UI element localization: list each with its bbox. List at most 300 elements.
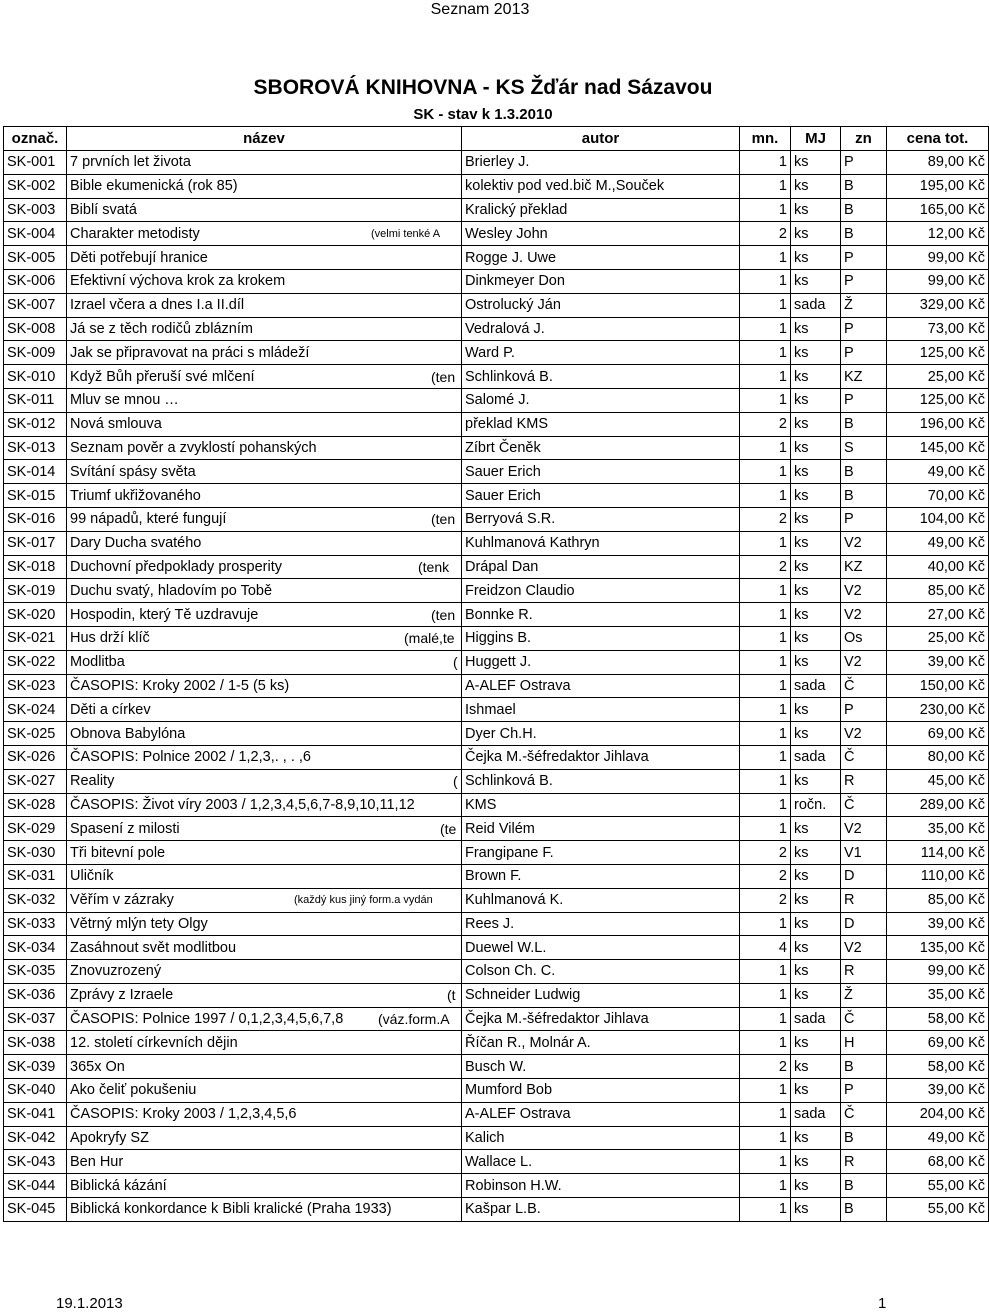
item-title-cell	[67, 1055, 462, 1079]
item-quantity: 1	[740, 745, 791, 769]
item-quantity: 2	[740, 555, 791, 579]
item-title-cell	[67, 317, 462, 341]
item-title: Tři bitevní pole	[70, 844, 166, 861]
item-zn: R	[841, 888, 887, 912]
item-code: SK-039	[4, 1055, 67, 1079]
item-unit: sada	[791, 674, 841, 698]
column-header-author: autor	[462, 127, 740, 151]
item-code: SK-017	[4, 531, 67, 555]
item-code: SK-028	[4, 793, 67, 817]
item-price: 85,00 Kč	[887, 579, 989, 603]
item-quantity: 1	[740, 174, 791, 198]
item-title-cell	[67, 222, 462, 246]
item-zn: B	[841, 484, 887, 508]
item-quantity: 1	[740, 531, 791, 555]
item-note: (každý kus jiný form.a vydán	[294, 894, 433, 907]
item-author: překlad KMS	[462, 412, 740, 436]
item-unit: ks	[791, 769, 841, 793]
item-code: SK-038	[4, 1031, 67, 1055]
item-code: SK-002	[4, 174, 67, 198]
item-quantity: 1	[740, 269, 791, 293]
item-author: Schlinková B.	[462, 365, 740, 389]
item-title-cell	[67, 1031, 462, 1055]
item-title: 365x On	[70, 1058, 125, 1075]
item-title: Když Bůh přeruší své mlčení	[70, 368, 255, 385]
item-quantity: 1	[740, 246, 791, 270]
table-row	[4, 912, 989, 936]
item-price: 110,00 Kč	[887, 864, 989, 888]
item-zn: Č	[841, 1102, 887, 1126]
item-code: SK-032	[4, 888, 67, 912]
item-title-cell	[67, 555, 462, 579]
item-author: Kuhlmanová Kathryn	[462, 531, 740, 555]
item-price: 85,00 Kč	[887, 888, 989, 912]
item-zn: Ž	[841, 293, 887, 317]
item-title-cell	[67, 412, 462, 436]
item-quantity: 1	[740, 912, 791, 936]
table-row	[4, 531, 989, 555]
page-header: Seznam 2013	[430, 1, 530, 18]
item-title-cell	[67, 1150, 462, 1174]
item-price: 125,00 Kč	[887, 388, 989, 412]
item-zn: V2	[841, 817, 887, 841]
item-quantity: 1	[740, 1102, 791, 1126]
item-zn: B	[841, 412, 887, 436]
item-price: 35,00 Kč	[887, 817, 989, 841]
item-title-cell	[67, 1102, 462, 1126]
document-subtitle: SK - stav k 1.3.2010	[413, 106, 553, 123]
item-price: 55,00 Kč	[887, 1174, 989, 1198]
item-title-cell	[67, 888, 462, 912]
item-title: Ako čeliť pokušeniu	[70, 1082, 197, 1099]
item-title: Seznam pověr a zvyklostí pohanských	[70, 439, 317, 456]
item-title: ČASOPIS: Kroky 2003 / 1,2,3,4,5,6	[70, 1106, 297, 1123]
table-row	[4, 579, 989, 603]
item-title: Já se z těch rodičů zblázním	[70, 320, 253, 337]
table-row	[4, 1198, 989, 1222]
item-quantity: 1	[740, 436, 791, 460]
item-unit: ks	[791, 1198, 841, 1222]
item-quantity: 1	[740, 674, 791, 698]
item-price: 289,00 Kč	[887, 793, 989, 817]
table-row	[4, 460, 989, 484]
item-quantity: 1	[740, 650, 791, 674]
item-price: 150,00 Kč	[887, 674, 989, 698]
item-author: Dyer Ch.H.	[462, 722, 740, 746]
item-price: 58,00 Kč	[887, 1007, 989, 1031]
item-unit: ks	[791, 650, 841, 674]
table-row	[4, 769, 989, 793]
item-code: SK-023	[4, 674, 67, 698]
item-unit: ročn.	[791, 793, 841, 817]
item-code: SK-021	[4, 626, 67, 650]
item-quantity: 1	[740, 317, 791, 341]
item-price: 25,00 Kč	[887, 626, 989, 650]
table-row	[4, 1055, 989, 1079]
item-author: KMS	[462, 793, 740, 817]
item-code: SK-031	[4, 864, 67, 888]
item-quantity: 1	[740, 1126, 791, 1150]
item-price: 196,00 Kč	[887, 412, 989, 436]
item-author: Kralický překlad	[462, 198, 740, 222]
item-quantity: 2	[740, 412, 791, 436]
item-title-cell	[67, 960, 462, 984]
item-title-cell	[67, 1174, 462, 1198]
item-title: Nová smlouva	[70, 416, 162, 433]
item-author: Dinkmeyer Don	[462, 269, 740, 293]
item-author: Drápal Dan	[462, 555, 740, 579]
table-row	[4, 365, 989, 389]
item-author: Berryová S.R.	[462, 507, 740, 531]
item-title: Izrael včera a dnes I.a II.díl	[70, 297, 245, 314]
item-author: Busch W.	[462, 1055, 740, 1079]
item-title: 7 prvních let života	[70, 154, 191, 171]
item-price: 49,00 Kč	[887, 531, 989, 555]
item-title: Dary Ducha svatého	[70, 535, 202, 552]
item-unit: ks	[791, 269, 841, 293]
table-row	[4, 817, 989, 841]
item-zn: V2	[841, 531, 887, 555]
item-zn: Č	[841, 745, 887, 769]
item-zn: Ž	[841, 983, 887, 1007]
item-price: 99,00 Kč	[887, 246, 989, 270]
item-price: 45,00 Kč	[887, 769, 989, 793]
item-price: 25,00 Kč	[887, 365, 989, 389]
item-code: SK-008	[4, 317, 67, 341]
column-header-unit: MJ	[791, 127, 841, 151]
item-author: Frangipane F.	[462, 841, 740, 865]
item-title-cell	[67, 174, 462, 198]
item-code: SK-016	[4, 507, 67, 531]
item-price: 195,00 Kč	[887, 174, 989, 198]
item-quantity: 2	[740, 864, 791, 888]
item-price: 68,00 Kč	[887, 1150, 989, 1174]
item-author: Reid Vilém	[462, 817, 740, 841]
item-unit: ks	[791, 555, 841, 579]
table-row	[4, 698, 989, 722]
item-unit: ks	[791, 174, 841, 198]
item-code: SK-022	[4, 650, 67, 674]
item-unit: ks	[791, 1150, 841, 1174]
table-row	[4, 246, 989, 270]
table-row	[4, 269, 989, 293]
table-row	[4, 1031, 989, 1055]
item-unit: ks	[791, 531, 841, 555]
item-unit: ks	[791, 1174, 841, 1198]
item-zn: R	[841, 1150, 887, 1174]
item-code: SK-040	[4, 1079, 67, 1103]
item-author: Kalich	[462, 1126, 740, 1150]
item-title-cell	[67, 151, 462, 175]
table-row	[4, 555, 989, 579]
item-title-cell	[67, 436, 462, 460]
item-price: 39,00 Kč	[887, 912, 989, 936]
item-zn: Č	[841, 1007, 887, 1031]
item-unit: ks	[791, 507, 841, 531]
item-code: SK-004	[4, 222, 67, 246]
item-zn: V2	[841, 722, 887, 746]
item-title-cell	[67, 507, 462, 531]
item-quantity: 1	[740, 460, 791, 484]
item-quantity: 2	[740, 222, 791, 246]
item-title-cell	[67, 864, 462, 888]
item-title: Hospodin, který Tě uzdravuje	[70, 606, 259, 623]
table-row	[4, 198, 989, 222]
table-row	[4, 317, 989, 341]
item-quantity: 1	[740, 793, 791, 817]
item-price: 99,00 Kč	[887, 960, 989, 984]
item-price: 12,00 Kč	[887, 222, 989, 246]
item-title: Děti a církev	[70, 701, 151, 718]
item-title-cell	[67, 722, 462, 746]
item-title-cell	[67, 983, 462, 1007]
document-title: SBOROVÁ KNIHOVNA - KS Žďár nad Sázavou	[253, 76, 713, 99]
table-header-row	[4, 127, 989, 151]
item-code: SK-011	[4, 388, 67, 412]
item-title: Biblí svatá	[70, 201, 137, 218]
table-row	[4, 960, 989, 984]
item-title: Znovuzrozený	[70, 963, 162, 980]
item-title: Triumf ukřižovaného	[70, 487, 201, 504]
item-author: Huggett J.	[462, 650, 740, 674]
table-body	[4, 151, 989, 1222]
item-unit: ks	[791, 626, 841, 650]
item-author: Čejka M.-šéfredaktor Jihlava	[462, 745, 740, 769]
table-row	[4, 793, 989, 817]
item-code: SK-042	[4, 1126, 67, 1150]
item-code: SK-029	[4, 817, 67, 841]
item-note: (malé,te	[404, 630, 455, 647]
item-author: Brierley J.	[462, 151, 740, 175]
item-price: 89,00 Kč	[887, 151, 989, 175]
item-unit: ks	[791, 317, 841, 341]
table-row	[4, 1174, 989, 1198]
item-code: SK-001	[4, 151, 67, 175]
item-price: 49,00 Kč	[887, 460, 989, 484]
item-author: Ishmael	[462, 698, 740, 722]
item-price: 230,00 Kč	[887, 698, 989, 722]
item-author: Bonnke R.	[462, 603, 740, 627]
item-zn: B	[841, 174, 887, 198]
item-unit: ks	[791, 936, 841, 960]
item-title: ČASOPIS: Kroky 2002 / 1-5 (5 ks)	[70, 677, 290, 694]
column-header-code: označ.	[4, 127, 67, 151]
item-author: Rogge J. Uwe	[462, 246, 740, 270]
item-author: Higgins B.	[462, 626, 740, 650]
item-author: Kašpar L.B.	[462, 1198, 740, 1222]
item-title: 12. století církevních dějin	[70, 1034, 238, 1051]
item-title: Efektivní výchova krok za krokem	[70, 273, 286, 290]
item-note: (ten	[431, 511, 456, 528]
item-quantity: 1	[740, 960, 791, 984]
item-title-cell	[67, 817, 462, 841]
item-code: SK-043	[4, 1150, 67, 1174]
item-unit: sada	[791, 1102, 841, 1126]
item-code: SK-015	[4, 484, 67, 508]
item-title-cell	[67, 603, 462, 627]
item-title-cell	[67, 531, 462, 555]
item-title: Děti potřebují hranice	[70, 249, 208, 266]
item-quantity: 1	[740, 1198, 791, 1222]
item-author: Schlinková B.	[462, 769, 740, 793]
item-title: ČASOPIS: Polnice 1997 / 0,1,2,3,4,5,6,7,8	[70, 1011, 344, 1028]
item-title-cell	[67, 936, 462, 960]
item-unit: ks	[791, 388, 841, 412]
item-code: SK-024	[4, 698, 67, 722]
item-author: kolektiv pod ved.bič M.,Souček	[462, 174, 740, 198]
item-code: SK-005	[4, 246, 67, 270]
item-title-cell	[67, 269, 462, 293]
item-unit: ks	[791, 436, 841, 460]
item-zn: P	[841, 151, 887, 175]
item-zn: P	[841, 269, 887, 293]
item-price: 165,00 Kč	[887, 198, 989, 222]
item-unit: sada	[791, 293, 841, 317]
table-row	[4, 151, 989, 175]
item-title: Ben Hur	[70, 1153, 124, 1170]
item-quantity: 1	[740, 603, 791, 627]
column-header-zn: zn	[841, 127, 887, 151]
item-title: Věřím v zázraky	[70, 892, 174, 909]
item-zn: Os	[841, 626, 887, 650]
item-unit: ks	[791, 365, 841, 389]
item-quantity: 1	[740, 817, 791, 841]
item-title: Reality	[70, 773, 115, 790]
item-code: SK-009	[4, 341, 67, 365]
table-row	[4, 484, 989, 508]
item-zn: KZ	[841, 555, 887, 579]
item-price: 329,00 Kč	[887, 293, 989, 317]
item-unit: ks	[791, 841, 841, 865]
item-zn: S	[841, 436, 887, 460]
item-title: 99 nápadů, které fungují	[70, 511, 227, 528]
item-title-cell	[67, 198, 462, 222]
table-row	[4, 841, 989, 865]
item-unit: ks	[791, 698, 841, 722]
item-unit: ks	[791, 983, 841, 1007]
table-row	[4, 626, 989, 650]
item-price: 125,00 Kč	[887, 341, 989, 365]
item-quantity: 1	[740, 1079, 791, 1103]
item-author: Robinson H.W.	[462, 1174, 740, 1198]
item-title-cell	[67, 841, 462, 865]
item-price: 204,00 Kč	[887, 1102, 989, 1126]
item-title: Biblická kázání	[70, 1177, 167, 1194]
item-author: Vedralová J.	[462, 317, 740, 341]
item-title: Větrný mlýn tety Olgy	[70, 915, 208, 932]
item-quantity: 1	[740, 698, 791, 722]
table-row	[4, 722, 989, 746]
item-title: Uličník	[70, 868, 114, 885]
table-row	[4, 341, 989, 365]
item-code: SK-030	[4, 841, 67, 865]
item-author: Kuhlmanová K.	[462, 888, 740, 912]
item-author: Ostrolucký Ján	[462, 293, 740, 317]
item-zn: B	[841, 1174, 887, 1198]
item-zn: P	[841, 698, 887, 722]
table-row	[4, 745, 989, 769]
item-title: ČASOPIS: Život víry 2003 / 1,2,3,4,5,6,7-8,9,10,11,12	[70, 796, 415, 813]
item-title: Duchu svatý, hladovím po Tobě	[70, 582, 273, 599]
item-unit: ks	[791, 1031, 841, 1055]
item-title-cell	[67, 293, 462, 317]
item-zn: V1	[841, 841, 887, 865]
item-unit: sada	[791, 745, 841, 769]
item-title: Svítání spásy světa	[70, 463, 196, 480]
item-title-cell	[67, 388, 462, 412]
item-code: SK-027	[4, 769, 67, 793]
item-quantity: 2	[740, 507, 791, 531]
footer-page-number: 1	[878, 1295, 887, 1312]
item-unit: ks	[791, 888, 841, 912]
table-row	[4, 1126, 989, 1150]
item-zn: B	[841, 1198, 887, 1222]
item-zn: KZ	[841, 365, 887, 389]
item-code: SK-010	[4, 365, 67, 389]
table-row	[4, 507, 989, 531]
item-note: (tenk	[418, 558, 450, 575]
item-price: 39,00 Kč	[887, 1079, 989, 1103]
item-title: Jak se připravovat na práci s mládeží	[70, 344, 310, 361]
item-code: SK-045	[4, 1198, 67, 1222]
item-code: SK-020	[4, 603, 67, 627]
item-price: 99,00 Kč	[887, 269, 989, 293]
item-quantity: 2	[740, 841, 791, 865]
item-author: Čejka M.-šéfredaktor Jihlava	[462, 1007, 740, 1031]
table-row	[4, 936, 989, 960]
table-row	[4, 1150, 989, 1174]
item-zn: P	[841, 341, 887, 365]
item-author: Zíbrt Čeněk	[462, 436, 740, 460]
item-quantity: 1	[740, 1007, 791, 1031]
item-price: 70,00 Kč	[887, 484, 989, 508]
item-quantity: 1	[740, 198, 791, 222]
item-title: Bible ekumenická (rok 85)	[70, 178, 238, 195]
item-author: Brown F.	[462, 864, 740, 888]
item-note: (te	[440, 820, 457, 837]
item-title-cell	[67, 1126, 462, 1150]
item-author: Wallace L.	[462, 1150, 740, 1174]
item-title-cell	[67, 460, 462, 484]
item-unit: ks	[791, 412, 841, 436]
item-title-cell	[67, 650, 462, 674]
item-author: Salomé J.	[462, 388, 740, 412]
item-quantity: 1	[740, 1031, 791, 1055]
item-unit: ks	[791, 151, 841, 175]
table-row	[4, 650, 989, 674]
item-quantity: 1	[740, 484, 791, 508]
item-title-cell	[67, 1007, 462, 1031]
table-row	[4, 293, 989, 317]
item-code: SK-014	[4, 460, 67, 484]
item-title-cell	[67, 365, 462, 389]
item-zn: B	[841, 1126, 887, 1150]
item-code: SK-034	[4, 936, 67, 960]
item-title: Duchovní předpoklady prosperity	[70, 558, 282, 575]
item-price: 27,00 Kč	[887, 603, 989, 627]
item-price: 39,00 Kč	[887, 650, 989, 674]
item-zn: P	[841, 1079, 887, 1103]
item-title-cell	[67, 341, 462, 365]
table-row	[4, 1102, 989, 1126]
item-author: Sauer Erich	[462, 484, 740, 508]
item-price: 104,00 Kč	[887, 507, 989, 531]
item-zn: B	[841, 198, 887, 222]
item-note: (t	[447, 987, 456, 1004]
item-code: SK-026	[4, 745, 67, 769]
item-title: Hus drží klíč	[70, 630, 150, 647]
item-title: Charakter metodisty	[70, 225, 200, 242]
